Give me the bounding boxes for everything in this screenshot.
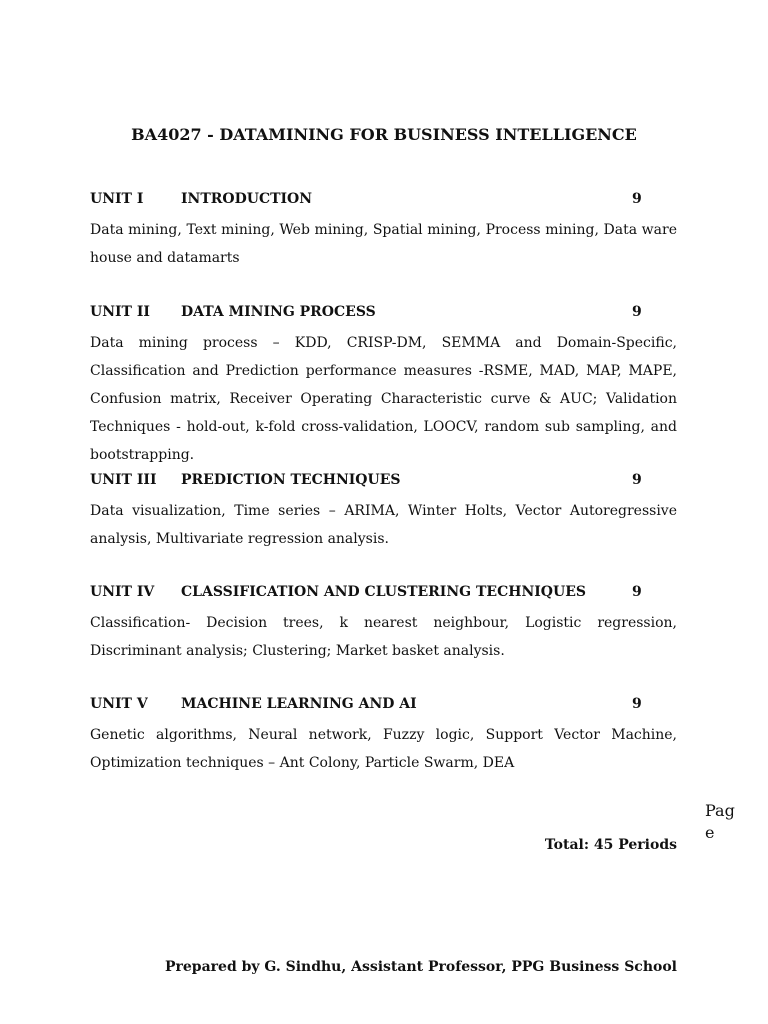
unit-1-header [90, 188, 677, 210]
unit-4-section [90, 581, 677, 665]
unit-1-content: Data mining, Text mining, Web mining, Spatial mining, Process mining, Data ware house and datamarts [90, 222, 677, 266]
page-label: Page [705, 801, 735, 842]
unit-2-hours: 9 [632, 304, 642, 320]
unit-4-hours: 9 [632, 584, 642, 600]
document-title: BA4027 - DATAMINING FOR BUSINESS INTELLIGENCE [131, 125, 637, 144]
unit-2-number: UNIT II [90, 304, 150, 320]
unit-5-hours: 9 [632, 696, 642, 712]
unit-4-number: UNIT IV [90, 584, 155, 600]
unit-4-header [90, 581, 677, 603]
total-periods: Total: 45 Periods [544, 837, 677, 853]
unit-1-section [90, 188, 677, 272]
unit-1-number: UNIT I [90, 191, 144, 207]
unit-3-number: UNIT III [90, 472, 157, 488]
unit-4-title: CLASSIFICATION AND CLUSTERING TECHNIQUES [181, 584, 586, 600]
unit-3-hours: 9 [632, 472, 642, 488]
unit-3-title: PREDICTION TECHNIQUES [181, 472, 401, 488]
unit-4-content: Classification- Decision trees, k nearest neighbour, Logistic regression, Discriminant analysis; Clustering; Market basket analysis. [90, 615, 677, 659]
unit-1-title: INTRODUCTION [181, 191, 313, 207]
unit-2-header [90, 301, 677, 323]
unit-3-section [90, 469, 677, 553]
unit-5-section [90, 693, 677, 777]
footer-prepared-by: Prepared by G. Sindhu, Assistant Professor, PPG Business School [164, 959, 677, 975]
unit-1-hours: 9 [632, 191, 642, 207]
unit-5-content: Genetic algorithms, Neural network, Fuzzy logic, Support Vector Machine, Optimization techniques – Ant Colony, Particle Swarm, DEA [90, 727, 677, 771]
unit-2-content: Data mining process – KDD, CRISP-DM, SEMMA and Domain-Specific, Classification and Prediction performance measures -RSME, MAD, MAP, MAPE, Confusion matrix, Receiver Operating Characteristic curve & AUC; Validation Techniques - hold-out, k-fold cross-validation, LOOCV, random sub sampling, and bootstrapping. [90, 335, 677, 463]
unit-2-title: DATA MINING PROCESS [181, 304, 376, 320]
unit-5-header [90, 693, 677, 715]
unit-5-title: MACHINE LEARNING AND AI [181, 696, 417, 712]
unit-3-content: Data visualization, Time series – ARIMA, Winter Holts, Vector Autoregressive analysis, Multivariate regression analysis. [90, 503, 677, 547]
unit-2-section [90, 301, 677, 469]
unit-5-number: UNIT V [90, 696, 148, 712]
unit-3-header [90, 469, 677, 491]
